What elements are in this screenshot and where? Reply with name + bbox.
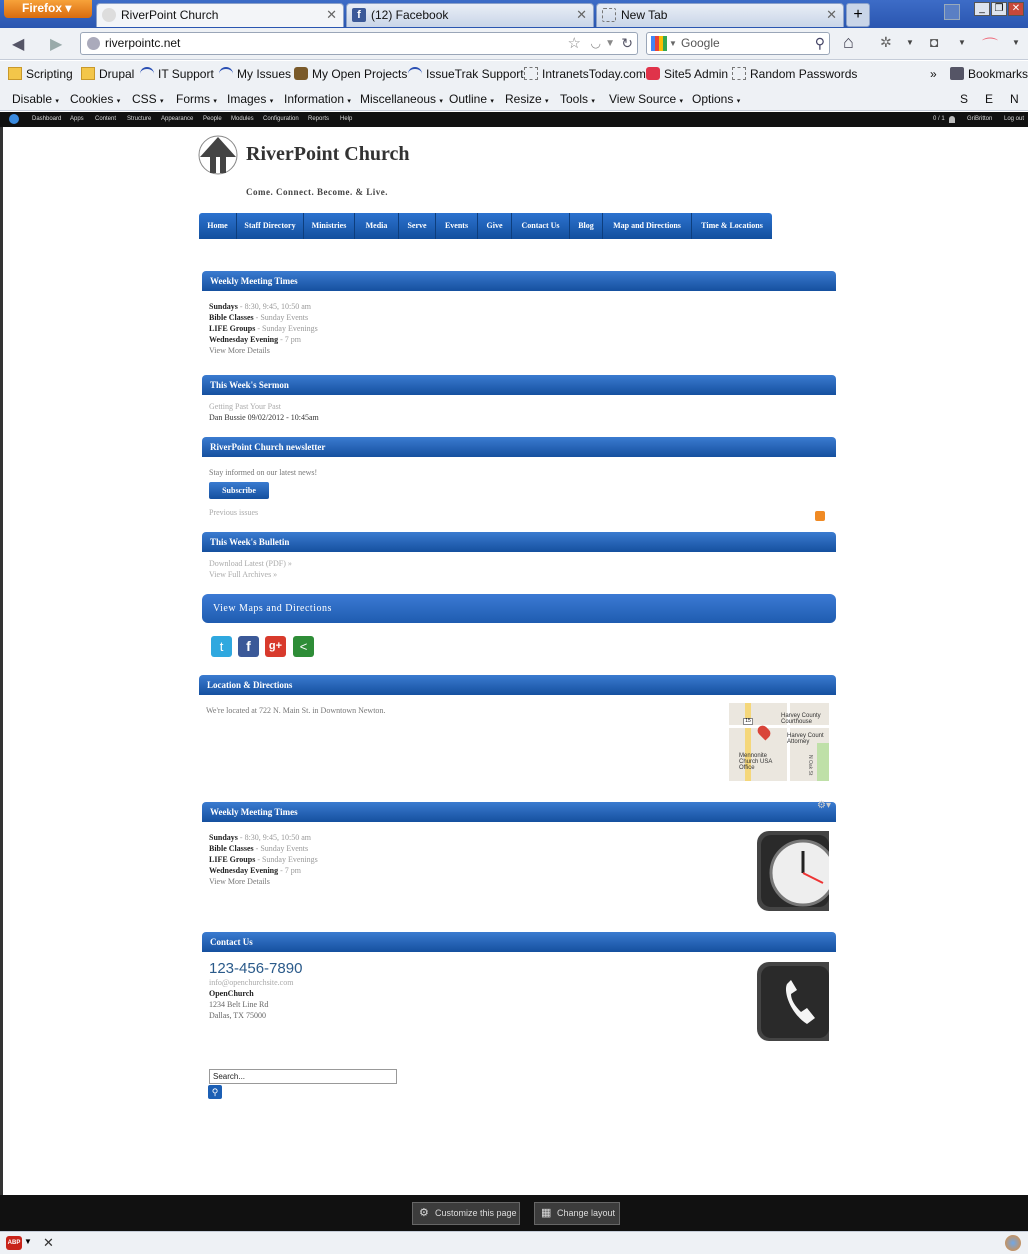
sermon-meta: Dan Bussie 09/02/2012 - 10:45am (209, 413, 319, 422)
site-slogan: Come. Connect. Become. & Live. (246, 187, 388, 197)
customize-page-button[interactable] (412, 1202, 520, 1225)
webdev-css-menu[interactable] (132, 91, 164, 110)
menu-label: Disable (12, 92, 53, 106)
dropdown-arrow-icon: ▾ (347, 98, 351, 105)
search-go-icon[interactable]: ⚲ (814, 35, 825, 51)
pocket-toolbar-icon[interactable]: ◘ (930, 34, 939, 50)
nav-blog[interactable]: Blog (570, 213, 603, 239)
dropdown-arrow-icon: ▾ (736, 98, 741, 105)
site5-icon (646, 67, 660, 80)
forward-icon[interactable]: ▶ (50, 36, 63, 53)
download-bulletin-link[interactable]: Download Latest (PDF) » (209, 559, 292, 568)
adblock-icon[interactable]: ABP (6, 1236, 22, 1250)
dropdown-arrow-icon: ▾ (55, 98, 59, 105)
contact-header: Contact Us (202, 932, 836, 952)
google-icon[interactable] (651, 36, 667, 51)
bookmark-label: IT Support (158, 67, 214, 81)
restore-button[interactable]: ❐ (991, 2, 1007, 16)
menu-label: Cookies (70, 92, 114, 106)
block-settings-gear-icon[interactable]: ⚙▾ (817, 800, 831, 811)
bookmark-label: IssueTrak Support (426, 67, 524, 81)
customize-bar (0, 1195, 1028, 1231)
meeting-row: Bible Classes - Sunday Events (209, 844, 309, 853)
clock-icon (757, 831, 829, 911)
dropdown-arrow-icon: ▾ (490, 98, 494, 105)
meeting-row: LIFE Groups - Sunday Evenings (209, 855, 318, 864)
bookmarks-overflow-button[interactable] (930, 66, 937, 82)
page-favicon-icon (102, 8, 116, 22)
bookmark-label: Drupal (99, 67, 135, 81)
pocket-dropdown-icon[interactable]: ▼ (958, 38, 966, 47)
project-icon (294, 67, 308, 80)
view-maps-banner[interactable]: View Maps and Directions (202, 594, 836, 623)
nav-time-and-locations[interactable]: Time & Locations (701, 221, 763, 230)
nav-ministries[interactable]: Ministries (304, 213, 355, 239)
addon-dropdown-icon[interactable]: ▼ (906, 38, 914, 47)
firefox-status-icon (1005, 1235, 1021, 1251)
contact-phone[interactable]: 123-456-7890 (209, 960, 303, 977)
subscribe-button[interactable]: Subscribe (209, 482, 269, 499)
tab-label: (12) Facebook (371, 8, 449, 22)
navigation-toolbar (0, 28, 1028, 60)
webdev-cookies-menu[interactable] (70, 91, 120, 110)
nav-home[interactable]: Home (199, 213, 237, 239)
webdev-information-menu[interactable] (284, 91, 351, 110)
tab-list-icon[interactable] (944, 4, 960, 20)
webdev-disable-menu[interactable] (12, 91, 59, 110)
twitter-icon[interactable]: t (211, 636, 232, 657)
site-identity-icon[interactable] (87, 37, 100, 50)
contact-org: OpenChurch (209, 989, 254, 998)
meeting-row: Wednesday Evening - 7 pm (209, 866, 302, 875)
sermon-title-link[interactable]: Getting Past Your Past (209, 402, 282, 411)
rss-feed-icon[interactable] (815, 511, 825, 521)
nav-give[interactable]: Give (478, 213, 512, 239)
dropdown-arrow-icon: ▾ (213, 98, 217, 105)
admin-apps-link[interactable]: Apps (70, 116, 84, 122)
church-logo[interactable] (196, 135, 240, 175)
menu-label: Resize (505, 92, 542, 106)
reload-icon[interactable]: ↻ (621, 35, 633, 51)
bookmark-site5-admin[interactable] (646, 66, 728, 82)
newsletter-text: Stay informed on our latest news! (209, 468, 318, 477)
phone-icon (757, 962, 829, 1041)
page-content (0, 127, 1028, 1195)
bookmark-star-icon[interactable]: ☆ (567, 35, 581, 52)
close-tab-icon[interactable]: ✕ (326, 7, 337, 22)
bookmarks-toolbar (0, 61, 1028, 87)
webdev-miscellaneous-menu[interactable] (360, 91, 443, 110)
view-archives-link[interactable]: View Full Archives » (209, 570, 278, 579)
webdev-view-source-menu[interactable] (609, 91, 683, 110)
meeting-row: Sundays - 8:30, 9:45, 10:50 am (209, 833, 312, 842)
search-input[interactable] (646, 32, 830, 55)
nav-events[interactable]: Events (436, 213, 478, 239)
close-window-button[interactable]: ✕ (1008, 2, 1024, 16)
window-titlebar (0, 0, 1028, 28)
bookmark-label: Scripting (26, 67, 73, 81)
admin-structure-link[interactable]: Structure (127, 116, 152, 122)
admin-user-counter: 0 / 1 (933, 116, 945, 122)
webdev-n-button[interactable]: N (1010, 92, 1019, 106)
menu-label: CSS (132, 92, 157, 106)
bookmark-label: IntranetsToday.com (542, 67, 646, 81)
blank-page-icon (732, 67, 746, 80)
rainbow-icon[interactable]: ⌒ (982, 38, 999, 55)
admin-people-link[interactable]: People (203, 116, 222, 122)
blank-page-icon (524, 67, 538, 80)
meeting-row: Bible Classes - Sunday Events (209, 313, 309, 322)
bookmark-label: Random Passwords (750, 67, 858, 81)
map-label: Harvey County Courthouse (781, 713, 821, 725)
dropdown-arrow-icon: ▾ (439, 98, 443, 105)
webdev-e-button[interactable]: E (985, 92, 994, 106)
admin-content-link[interactable]: Content (95, 116, 117, 122)
menu-label: Outline (449, 92, 488, 106)
facebook-icon: f (352, 8, 366, 22)
dropdown-arrow-icon: ▾ (679, 98, 684, 105)
bookmarks-star-icon (950, 67, 964, 80)
dropdown-arrow-icon: ▾ (116, 98, 121, 105)
pocket-icon[interactable]: ◡ (590, 36, 601, 50)
tab-riverpoint[interactable] (96, 3, 344, 27)
issuetrak-icon (219, 67, 233, 80)
nav-serve[interactable]: Serve (399, 213, 436, 239)
contact-email-link[interactable]: info@openchurchsite.com (209, 978, 294, 987)
newsletter-header: RiverPoint Church newsletter (202, 437, 836, 457)
admin-dashboard-link[interactable]: Dashboard (32, 116, 62, 122)
facebook-share-icon[interactable]: f (238, 636, 259, 657)
dropdown-arrow-icon: ▾ (591, 98, 595, 105)
admin-appearance-link[interactable]: Appearance (161, 116, 194, 122)
contact-city: Dallas, TX 75000 (209, 1011, 266, 1020)
tab-label: RiverPoint Church (121, 8, 219, 22)
menu-label: Options (692, 92, 734, 106)
change-layout-button[interactable] (534, 1202, 620, 1225)
bookmarks-menu-label: Bookmarks (968, 67, 1028, 81)
bookmark-intranetstoday[interactable] (524, 66, 646, 82)
url-text: riverpointc.net (105, 36, 181, 50)
menu-label: Images (227, 92, 267, 106)
search-placeholder: Google (681, 36, 720, 50)
new-tab-button[interactable]: + (846, 3, 870, 27)
rainbow-dropdown-icon[interactable]: ▼ (1012, 38, 1020, 47)
bookmark-it-support[interactable] (140, 66, 214, 82)
bookmarks-overflow-label: » (930, 67, 937, 81)
search-submit-icon[interactable]: ⚲ (208, 1085, 222, 1099)
web-developer-toolbar (0, 87, 1028, 111)
admin-modules-link[interactable]: Modules (231, 116, 254, 122)
customize-page-label: Customize this page (435, 1208, 517, 1218)
site-search-input[interactable]: Search... (209, 1069, 397, 1084)
webdev-s-button[interactable]: S (960, 92, 969, 106)
blank-page-icon (602, 8, 616, 22)
change-layout-label: Change layout (557, 1208, 616, 1218)
location-text: We're located at 722 N. Main St. in Downtown Newton. (206, 706, 386, 715)
nav-map-and-directions[interactable]: Map and Directions (603, 213, 692, 239)
admin-username-link[interactable]: GriBritton (967, 116, 993, 122)
meeting-times-header: Weekly Meeting Times (202, 271, 836, 291)
meeting-row: Sundays - 8:30, 9:45, 10:50 am (209, 302, 312, 311)
bookmark-label: My Open Projects (312, 67, 408, 81)
map-label: Mennonite Church USA Office (739, 753, 773, 771)
meeting-row: Wednesday Evening - 7 pm (209, 335, 302, 344)
nav-media[interactable]: Media (355, 213, 399, 239)
minimize-button[interactable]: _ (974, 2, 990, 16)
folder-icon (81, 67, 95, 80)
drupal-home-icon[interactable] (9, 114, 19, 124)
dropdown-arrow-icon: ▾ (269, 98, 274, 105)
church-logo-icon (196, 135, 240, 175)
bookmark-drupal[interactable] (81, 66, 134, 82)
admin-toolbar (0, 112, 1028, 127)
folder-icon (8, 67, 22, 80)
search-engine-dropdown-icon[interactable]: ▼ (669, 39, 677, 48)
nav-contact-us[interactable]: Contact Us (512, 213, 570, 239)
adblock-dropdown-icon[interactable]: ▼ (24, 1237, 32, 1246)
menu-label: Forms (176, 92, 210, 106)
admin-reports-link[interactable]: Reports (308, 116, 330, 122)
bookmark-label: My Issues (237, 67, 292, 81)
tab-new[interactable] (596, 3, 844, 27)
google-plus-icon[interactable]: g+ (265, 636, 286, 657)
webdev-tools-menu[interactable] (560, 91, 595, 110)
issuetrak-icon (408, 67, 422, 80)
webdev-images-menu[interactable] (227, 91, 273, 110)
location-header: Location & Directions (199, 675, 836, 695)
meeting-times-header-2: Weekly Meeting Times (202, 802, 836, 822)
map-route-label: 15 (743, 718, 753, 725)
history-dropdown-icon[interactable]: ▼ (605, 38, 615, 49)
menu-label: Tools (560, 92, 589, 106)
close-tab-icon[interactable]: ✕ (576, 7, 587, 22)
tab-label: New Tab (621, 8, 668, 22)
dropdown-arrow-icon: ▾ (160, 98, 164, 105)
home-icon[interactable]: ⌂ (843, 32, 854, 52)
firefox-menu-button[interactable]: Firefox ▾ (4, 0, 92, 18)
location-map[interactable] (729, 703, 829, 781)
map-label: Harvey Count Attorney (787, 733, 824, 745)
user-icon (949, 116, 955, 123)
bookmark-random-passwords[interactable] (732, 66, 857, 82)
admin-help-link[interactable]: Help (340, 116, 353, 122)
tab-facebook[interactable] (346, 3, 594, 27)
site-name[interactable]: RiverPoint Church (246, 143, 410, 165)
admin-logout-link[interactable]: Log out (1004, 116, 1025, 122)
bookmark-issuetrak-support[interactable] (408, 66, 524, 82)
sermon-header: This Week's Sermon (202, 375, 836, 395)
previous-issues-link[interactable]: Previous issues (209, 508, 259, 517)
bookmarks-menu-button[interactable] (950, 66, 1028, 82)
admin-configuration-link[interactable]: Configuration (263, 116, 299, 122)
view-more-details-link[interactable]: View More Details (209, 346, 270, 355)
close-addon-bar-icon[interactable]: ✕ (43, 1235, 54, 1250)
gear-icon: ⚙ (419, 1207, 429, 1219)
url-bar[interactable] (80, 32, 638, 55)
close-tab-icon[interactable]: ✕ (826, 7, 837, 22)
menu-label: Miscellaneous (360, 92, 437, 106)
contact-street: 1234 Belt Line Rd (209, 1000, 269, 1009)
menu-label: Information (284, 92, 345, 106)
layout-icon: ▦ (541, 1207, 552, 1219)
status-bar (0, 1231, 1028, 1254)
bookmark-scripting[interactable] (8, 66, 73, 82)
addon-icon[interactable]: ✲ (880, 34, 892, 50)
bulletin-header: This Week's Bulletin (202, 532, 836, 552)
issuetrak-icon (140, 67, 154, 80)
bookmark-my-issues[interactable] (219, 66, 291, 82)
back-icon[interactable]: ◀ (12, 36, 25, 53)
meeting-row: LIFE Groups - Sunday Evenings (209, 324, 318, 333)
bookmark-my-open-projects[interactable] (294, 66, 407, 82)
nav-staff-directory[interactable]: Staff Directory (237, 213, 304, 239)
menu-label: View Source (609, 92, 677, 106)
webdev-options-menu[interactable] (692, 91, 740, 110)
bookmark-label: Site5 Admin (664, 67, 729, 81)
webdev-outline-menu[interactable] (449, 91, 494, 110)
main-navigation (199, 213, 772, 239)
webdev-forms-menu[interactable] (176, 91, 217, 110)
view-more-details-link-2[interactable]: View More Details (209, 877, 270, 886)
dropdown-arrow-icon: ▾ (545, 98, 549, 105)
share-icon[interactable]: < (293, 636, 314, 657)
webdev-resize-menu[interactable] (505, 91, 549, 110)
map-label: N Oak St (807, 755, 813, 776)
